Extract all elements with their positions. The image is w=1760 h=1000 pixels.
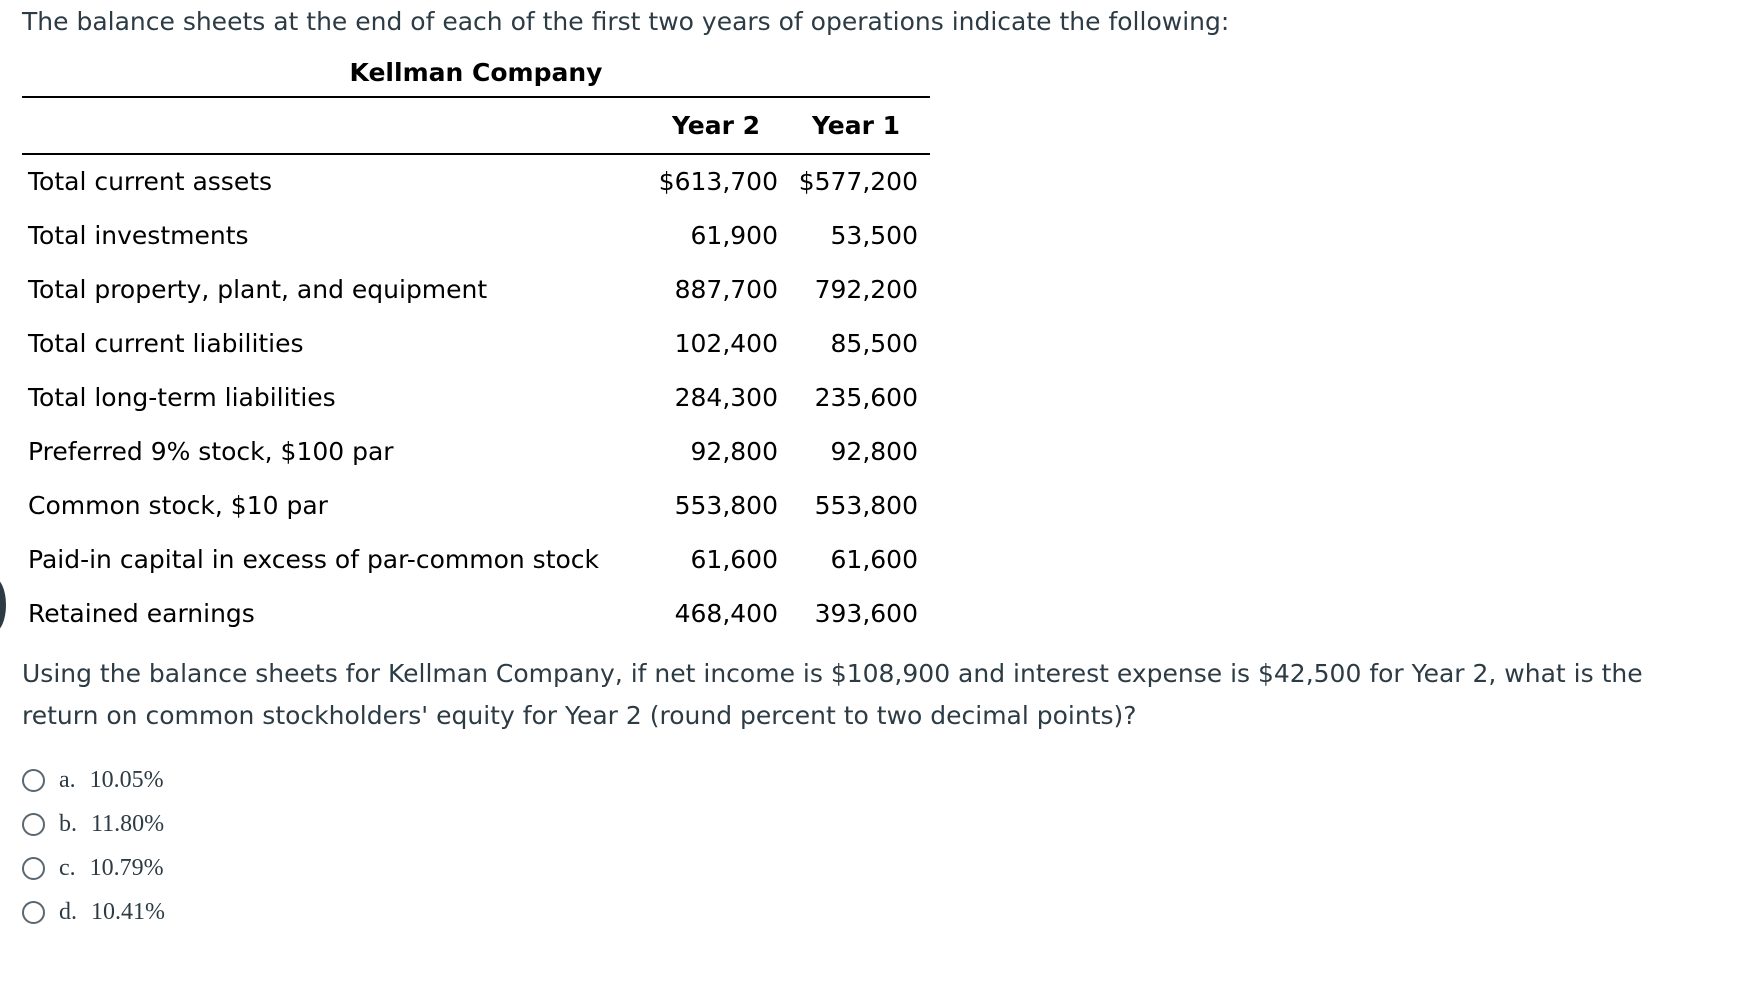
option-letter: b. <box>59 810 77 837</box>
table-row <box>28 533 924 587</box>
row-value-year1: 792,200 <box>814 275 918 304</box>
table-top-rule <box>22 96 930 98</box>
row-value-year2: 284,300 <box>674 383 778 412</box>
radio-icon[interactable] <box>22 857 45 880</box>
row-value-year1: 393,600 <box>814 599 918 628</box>
row-value-year1: 92,800 <box>830 437 918 466</box>
row-label: Total long-term liabilities <box>28 383 336 412</box>
row-label: Total investments <box>28 221 249 250</box>
column-header-year2: Year 2 <box>672 111 761 140</box>
option-text: 10.41% <box>91 898 165 925</box>
row-value-year2: 92,800 <box>690 437 778 466</box>
row-value-year1: 235,600 <box>814 383 918 412</box>
row-label: Common stock, $10 par <box>28 491 328 520</box>
table-row <box>28 587 924 641</box>
table-row <box>28 479 924 533</box>
row-value-year2: 887,700 <box>674 275 778 304</box>
row-value-year2: 61,600 <box>690 545 778 574</box>
option-text: 10.79% <box>89 854 164 881</box>
row-value-year1: 61,600 <box>830 545 918 574</box>
row-label: Total current liabilities <box>28 329 304 358</box>
option-a[interactable] <box>22 758 165 802</box>
row-label: Total property, plant, and equipment <box>28 275 488 304</box>
radio-icon[interactable] <box>22 901 45 924</box>
row-label: Paid-in capital in excess of par-common stock <box>28 545 600 574</box>
intro-text: The balance sheets at the end of each of the first two years of operations indicate the following: <box>22 7 1230 36</box>
table-row <box>28 263 924 317</box>
row-value-year2: 102,400 <box>674 329 778 358</box>
row-value-year2: 553,800 <box>674 491 778 520</box>
table-row <box>28 425 924 479</box>
option-letter: a. <box>59 766 76 793</box>
table-row <box>28 209 924 263</box>
table-row <box>28 371 924 425</box>
option-letter: c. <box>59 854 76 881</box>
row-value-year1: 53,500 <box>830 221 918 250</box>
option-text: 11.80% <box>91 810 165 837</box>
row-value-year2: $613,700 <box>658 167 778 196</box>
column-header-year1: Year 1 <box>812 111 901 140</box>
option-d[interactable] <box>22 890 165 934</box>
option-c[interactable] <box>22 846 165 890</box>
option-text: 10.05% <box>89 766 164 793</box>
table-row <box>28 155 924 209</box>
option-letter: d. <box>59 898 77 925</box>
row-value-year1: 553,800 <box>814 491 918 520</box>
row-value-year2: 468,400 <box>674 599 778 628</box>
row-value-year1: 85,500 <box>830 329 918 358</box>
radio-icon[interactable] <box>22 813 45 836</box>
row-value-year1: $577,200 <box>798 167 918 196</box>
question-text: Using the balance sheets for Kellman Company, if net income is $108,900 and interest expense is $42,500 for Year 2, what is the return on common stockholders' equity for Year 2 (round percent to two decimal points)? <box>22 659 1643 730</box>
option-b[interactable] <box>22 802 165 846</box>
row-label: Retained earnings <box>28 599 255 628</box>
row-label: Total current assets <box>28 167 273 196</box>
row-label: Preferred 9% stock, $100 par <box>28 437 394 466</box>
table-row <box>28 317 924 371</box>
answer-options <box>22 758 165 934</box>
row-value-year2: 61,900 <box>690 221 778 250</box>
table-title: Kellman Company <box>349 58 603 87</box>
edge-marker <box>0 578 6 632</box>
radio-icon[interactable] <box>22 769 45 792</box>
